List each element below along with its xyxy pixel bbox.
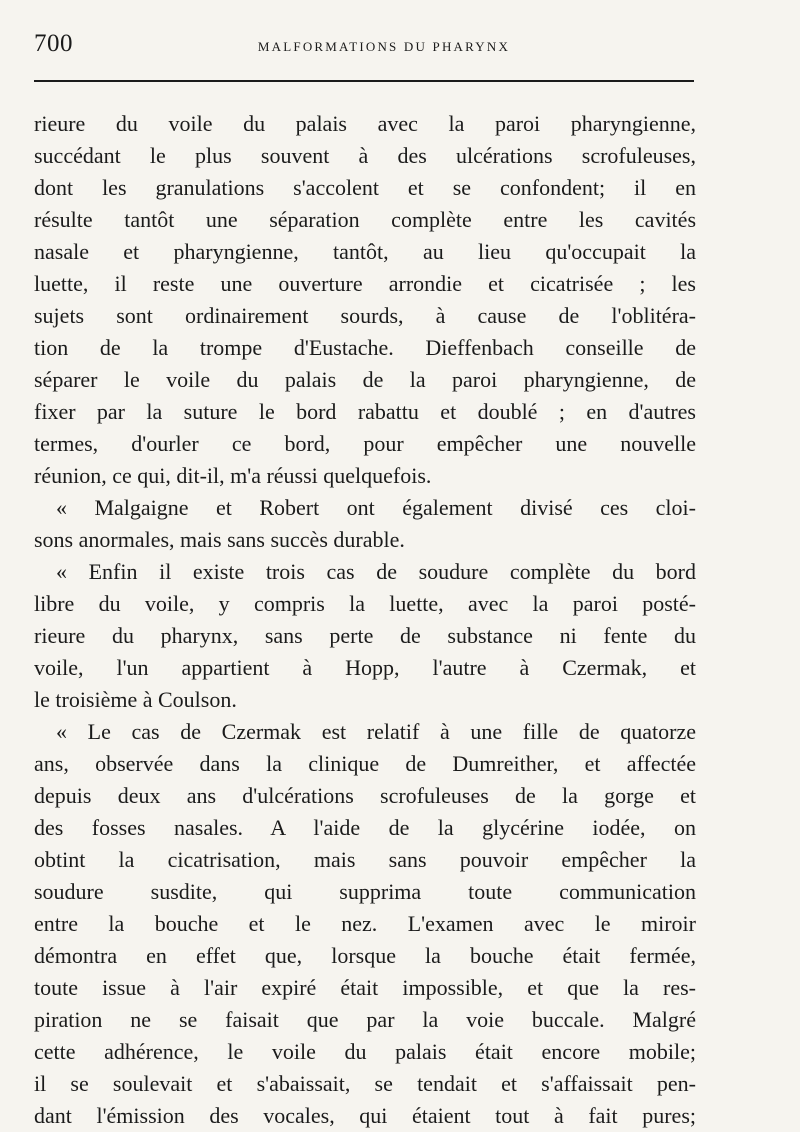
paragraph <box>34 492 696 556</box>
text-line: séparer le voile du palais de la paroi pharyngienne, de <box>34 367 696 392</box>
text-line: nasale et pharyngienne, tantôt, au lieu qu'occupait la <box>34 239 696 264</box>
text-line: dont les granulations s'accolent et se confondent; il en <box>34 175 696 200</box>
text-line: succédant le plus souvent à des ulcérations scrofuleuses, <box>34 143 696 168</box>
text-line: libre du voile, y compris la luette, avec la paroi posté- <box>34 591 696 616</box>
text-line: « Malgaigne et Robert ont également divisé ces cloi- <box>56 495 696 520</box>
text-line: des fosses nasales. A l'aide de la glycérine iodée, on <box>34 815 696 840</box>
text-line: tion de la trompe d'Eustache. Dieffenbach conseille de <box>34 335 696 360</box>
text-line: rieure du pharynx, sans perte de substance ni fente du <box>34 623 696 648</box>
paragraph <box>34 716 696 1132</box>
text-line: obtint la cicatrisation, mais sans pouvoir empêcher la <box>34 847 696 872</box>
text-line: il se soulevait et s'abaissait, se tendait et s'affaissait pen- <box>34 1071 696 1096</box>
page-header <box>34 30 694 64</box>
text-line: réunion, ce qui, dit-il, m'a réussi quelquefois. <box>34 463 432 488</box>
text-line: ans, observée dans la clinique de Dumreither, et affectée <box>34 751 696 776</box>
text-line: termes, d'ourler ce bord, pour empêcher une nouvelle <box>34 431 696 456</box>
text-line: le troisième à Coulson. <box>34 687 237 712</box>
body-text <box>34 108 696 1132</box>
text-line: résulte tantôt une séparation complète entre les cavités <box>34 207 696 232</box>
text-line: soudure susdite, qui supprima toute communication <box>34 879 696 904</box>
text-line: cette adhérence, le voile du palais était encore mobile; <box>34 1039 696 1064</box>
text-line: fixer par la suture le bord rabattu et doublé ; en d'autres <box>34 399 696 424</box>
text-line: piration ne se faisait que par la voie buccale. Malgré <box>34 1007 696 1032</box>
text-line: rieure du voile du palais avec la paroi pharyngienne, <box>34 111 696 136</box>
paragraph <box>34 556 696 716</box>
text-line: depuis deux ans d'ulcérations scrofuleuses de la gorge et <box>34 783 696 808</box>
page-number: 700 <box>34 30 73 57</box>
text-line: « Le cas de Czermak est relatif à une fille de quatorze <box>56 719 696 744</box>
text-line: sujets sont ordinairement sourds, à cause de l'oblitéra- <box>34 303 696 328</box>
text-line: « Enfin il existe trois cas de soudure complète du bord <box>56 559 696 584</box>
running-head: MALFORMATIONS DU PHARYNX <box>257 39 511 54</box>
paragraph <box>34 108 696 492</box>
text-line: entre la bouche et le nez. L'examen avec le miroir <box>34 911 696 936</box>
text-line: dant l'émission des vocales, qui étaient tout à fait pures; <box>34 1103 696 1128</box>
text-line: démontra en effet que, lorsque la bouche était fermée, <box>34 943 696 968</box>
text-line: toute issue à l'air expiré était impossible, et que la res- <box>34 975 696 1000</box>
text-line: luette, il reste une ouverture arrondie et cicatrisée ; les <box>34 271 696 296</box>
text-line: voile, l'un appartient à Hopp, l'autre à Czermak, et <box>34 655 696 680</box>
header-rule <box>34 80 694 82</box>
text-line: sons anormales, mais sans succès durable. <box>34 527 405 552</box>
